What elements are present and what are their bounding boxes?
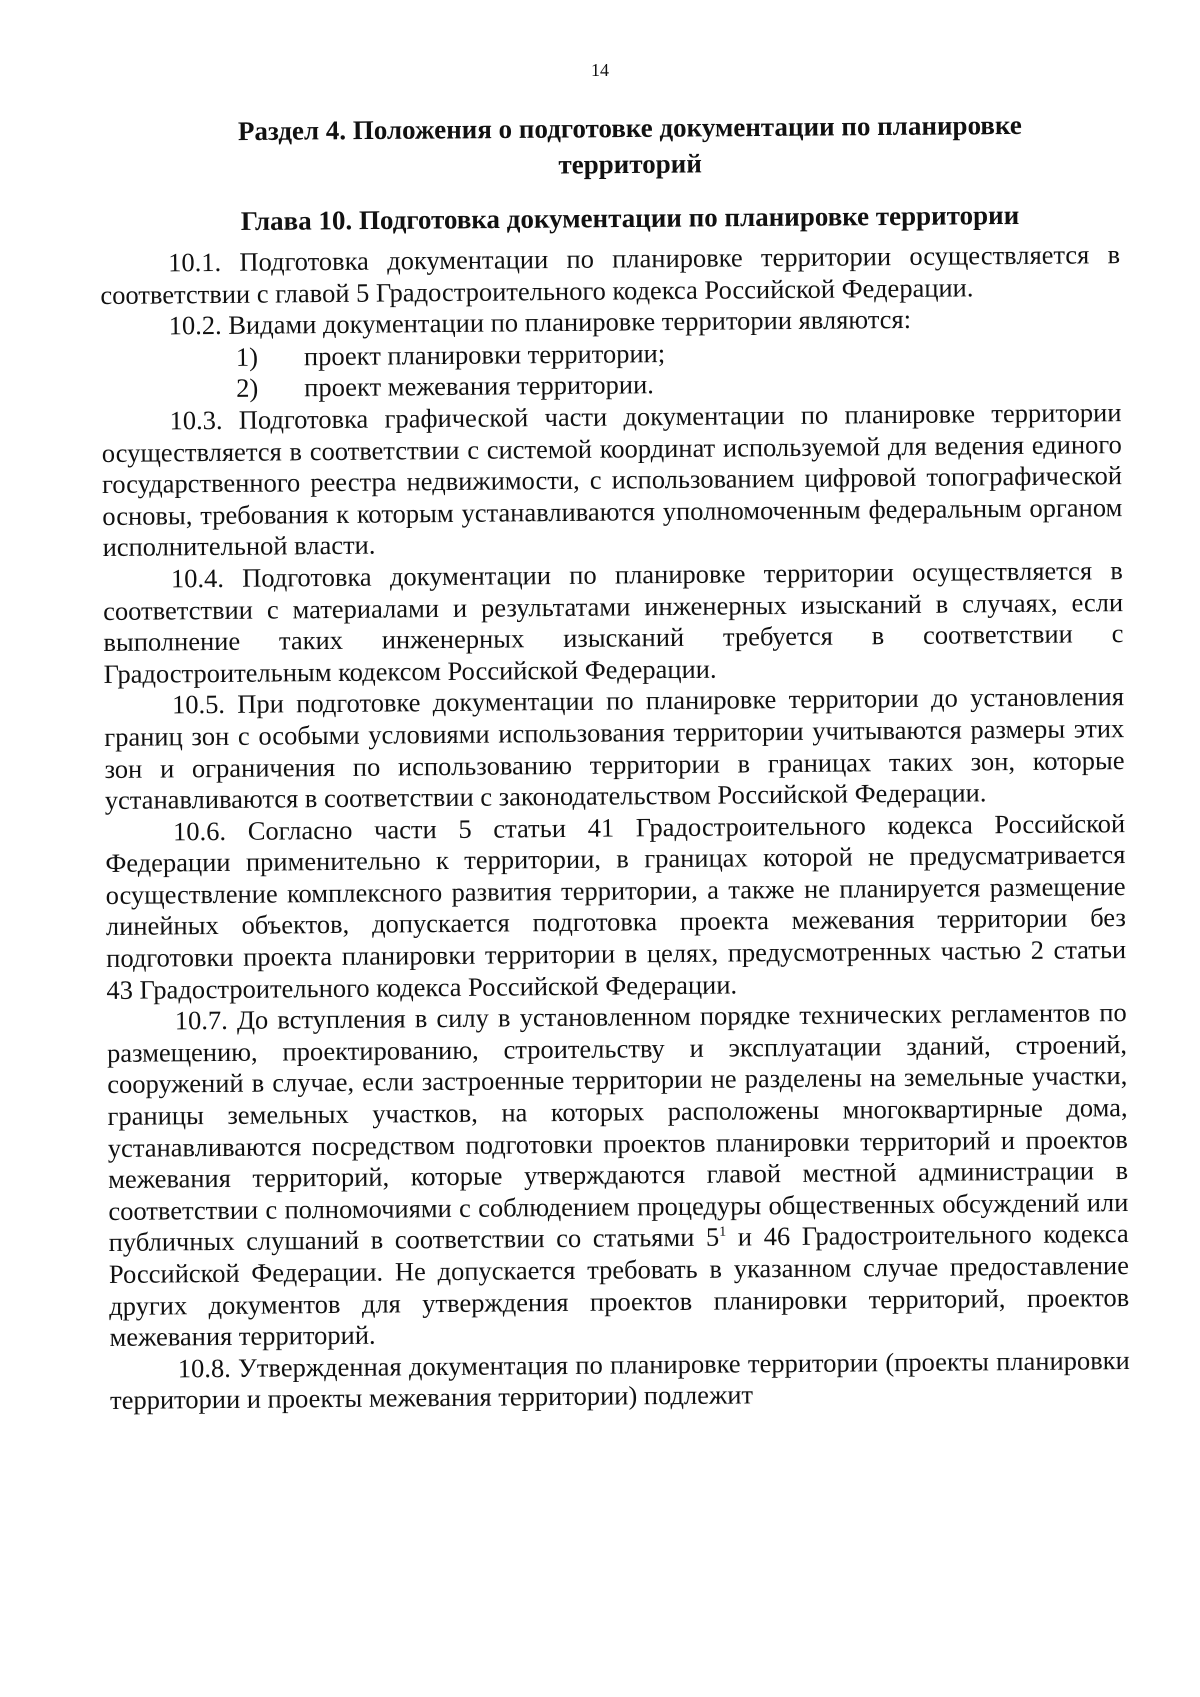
paragraph-10-4: 10.4. Подготовка документации по планировке территории осуществляется в соответствии с материалами и результатами инженерных изысканий в случаях, если выполнение таких инженерных изысканий требуется в соответствии с Градостроительным кодексом Российской Федерации. xyxy=(103,555,1124,689)
chapter-title: Глава 10. Подготовка документации по планировке территории xyxy=(240,199,1020,237)
paragraph-10-3: 10.3. Подготовка графической части документации по планировке территории осуществляется в соответствии с системой координат используемой для ведения единого государственного реестра недвижимости, с использованием цифровой топографической основы, требования к которым устанавливаются уполномоченным федеральным органом исполнительной власти. xyxy=(101,397,1123,563)
document-body xyxy=(100,239,1130,1417)
paragraph-10-7 xyxy=(107,997,1130,1353)
paragraph-10-7-text-a: 10.7. До вступления в силу в установленном порядке технических регламентов по размещению, проектированию, строительству и эксплуатации зданий, строений, сооружений в случае, если застроенные территории не разделены на земельные участки, границы земельных участков, на которых расположены многоквартирные дома, устанавливаются посредством подготовки проектов планировки территорий и проектов межевания территорий, которые утверждаются главой местной администрации в соответствии с полномочиями с соблюдением процедуры общественных обсуждений или публичных слушаний в соответствии со статьями 5 xyxy=(106,997,1129,1258)
section-title: Раздел 4. Положения о подготовке документации по планировке территорий xyxy=(237,109,1022,180)
paragraph-10-8: 10.8. Утвержденная документация по планировке территории (проекты планировки территории и проекты межевания территории) подлежит xyxy=(109,1344,1130,1416)
paragraph-10-7-text-b: и 46 Градостроительного кодекса Российской Федерации. Не допускается требовать в указанном случае предоставление других документов для утверждения проектов планировки территорий, проектов межевания территорий. xyxy=(108,1218,1130,1353)
page-number: 14 xyxy=(591,60,609,80)
list-item-text: проект межевания территории. xyxy=(304,369,654,403)
paragraph-10-5: 10.5. При подготовке документации по планировке территории до установления границ зон с особыми условиями использования территории учитываются размеры этих зон и ограничения по использованию территории в границах таких зон, которые устанавливаются в соответствии с законодательством Российской Федерации. xyxy=(104,681,1125,816)
superscript-1: 1 xyxy=(719,1225,727,1241)
list-item-number: 2) xyxy=(236,372,259,404)
paragraph-10-1: 10.1. Подготовка документации по планировке территории осуществляется в соответствии с главой 5 Градостроительного кодекса Российской Федерации. xyxy=(100,239,1121,310)
paragraph-10-6: 10.6. Согласно части 5 статьи 41 Градостроительного кодекса Российской Федерации применительно к территории, в границах которой не предусматривается осуществление комплексного развития территории, а также не планируется размещение линейных объектов, допускается подготовка проекта межевания территории без подготовки проекта планировки территории в целях, предусмотренных частью 2 статьи 43 Градостроительного кодекса Российской Федерации. xyxy=(105,807,1127,1005)
list-item-number: 1) xyxy=(235,341,259,372)
paragraph-10-2: 10.2. Видами документации по планировке территории являются: xyxy=(168,304,912,341)
list-item-text: проект планировки территории; xyxy=(303,337,666,372)
